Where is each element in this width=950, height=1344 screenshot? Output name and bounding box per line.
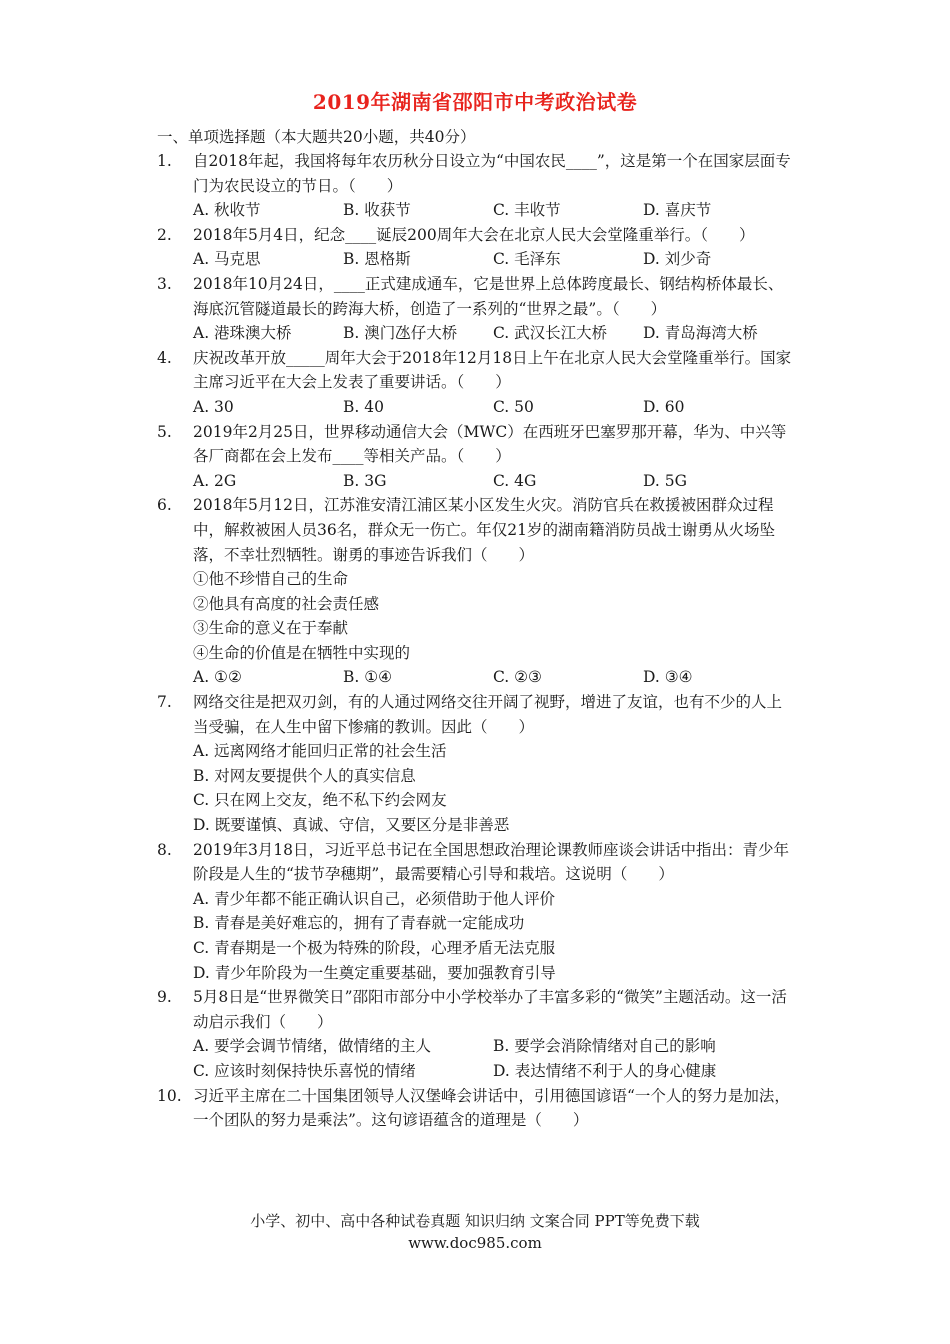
question-number: 7. [157, 693, 172, 712]
option-c: C. 毛泽东 [493, 250, 561, 269]
option-a: A. 马克思 [193, 250, 261, 269]
statement-3: ③生命的意义在于奉献 [193, 619, 349, 638]
statement-2: ②他具有高度的社会责任感 [193, 594, 380, 613]
question-number: 6. [157, 496, 172, 515]
question-stem: 2019年2月25日，世界移动通信大会（MWC）在西班牙巴塞罗那开幕，华为、中兴等各厂商都在会上发布____等相关产品。（ ） [193, 422, 787, 466]
option-a: A. ①② [193, 668, 242, 687]
option-d: D. 既要谨慎、真诚、守信，又要区分是非善恶 [193, 816, 510, 835]
question-8 [157, 838, 797, 986]
question-5 [157, 420, 797, 494]
question-stem: 5月8日是“世界微笑日”邵阳市部分中小学校举办了丰富多彩的“微笑”主题活动。这一活动启示我们（ ） [193, 988, 787, 1031]
question-stem: 2019年3月18日，习近平总书记在全国思想政治理论课教师座谈会讲话中指出：青少年阶段是人生的“拔节孕穗期”，最需要精心引导和栽培。这说明（ ） [193, 840, 790, 884]
option-a: A. 远离网络才能回归正常的社会生活 [193, 742, 447, 761]
option-b: B. 3G [343, 471, 387, 490]
question-10 [157, 1084, 797, 1133]
options-row [193, 1059, 797, 1084]
option-b: B. 收获节 [343, 201, 411, 220]
question-4 [157, 346, 797, 420]
option-d: D. ③④ [643, 668, 693, 687]
option-a: A. 港珠澳大桥 [193, 324, 292, 343]
options-row [193, 1034, 797, 1059]
options-row [193, 321, 797, 346]
options-row [193, 665, 797, 690]
section-header: 一、单项选择题（本大题共20小题，共40分） [157, 128, 476, 146]
option-a: A. 秋收节 [193, 201, 261, 220]
question-3 [157, 272, 797, 346]
question-1 [157, 149, 797, 223]
options-row [193, 247, 797, 272]
question-number: 2. [157, 225, 172, 244]
question-stem: 2018年5月4日，纪念____诞辰200周年大会在北京人民大会堂隆重举行。（ ） [193, 225, 755, 244]
page-footer [0, 1210, 950, 1254]
option-c: C. 只在网上交友，绝不私下约会网友 [193, 791, 447, 810]
question-number: 3. [157, 274, 172, 293]
options-row [193, 198, 797, 223]
option-c: C. 4G [493, 471, 537, 490]
option-b: B. 澳门氹仔大桥 [343, 324, 458, 343]
options-row [193, 469, 797, 494]
question-7 [157, 690, 797, 838]
statement-1: ①他不珍惜自己的生命 [193, 570, 349, 589]
option-d: D. 青岛海湾大桥 [643, 324, 758, 343]
question-stem: 庆祝改革开放_____周年大会于2018年12月18日上午在北京人民大会堂隆重举行。国家主席习近平在大会上发表了重要讲话。（ ） [193, 348, 792, 392]
question-number: 8. [157, 840, 172, 859]
question-number: 4. [157, 348, 172, 367]
option-c: C. 50 [493, 397, 534, 416]
option-d: D. 青少年阶段为一生奠定重要基础，要加强教育引导 [193, 963, 556, 982]
option-d: D. 5G [643, 471, 687, 490]
option-d: D. 表达情绪不利于人的身心健康 [493, 1061, 717, 1080]
question-stem: 自2018年起，我国将每年农历秋分日设立为“中国农民____”，这是第一个在国家层面专门为农民设立的节日。（ ） [193, 152, 791, 195]
question-6 [157, 493, 797, 690]
question-stem: 习近平主席在二十国集团领导人汉堡峰会讲话中，引用德国谚语“一个人的努力是加法，一个团队的努力是乘法”。这句谚语蕴含的道理是（ ） [193, 1086, 790, 1130]
option-c: C. ②③ [493, 668, 542, 687]
question-list [157, 149, 797, 1133]
option-c: C. 武汉长江大桥 [493, 324, 608, 343]
question-stem: 2018年10月24日，____正式建成通车，它是世界上总体跨度最长、钢结构桥体最长、海底沉管隧道最长的跨海大桥，创造了一系列的“世界之最”。（ ） [193, 274, 784, 318]
option-a: A. 30 [193, 397, 234, 416]
option-b: B. 对网友要提供个人的真实信息 [193, 766, 416, 785]
question-number: 1. [157, 152, 172, 170]
option-b: B. 恩格斯 [343, 250, 411, 269]
footer-website: www.doc985.com [408, 1234, 542, 1252]
page-title: 2019年湖南省邵阳市中考政治试卷 [312, 90, 638, 114]
option-d: D. 喜庆节 [643, 201, 712, 220]
question-stem: 网络交往是把双刃剑，有的人通过网络交往开阔了视野，增进了友谊，也有不少的人上当受骗，在人生中留下惨痛的教训。因此（ ） [193, 693, 783, 736]
option-c: C. 丰收节 [493, 201, 561, 220]
option-b: B. ①④ [343, 668, 393, 687]
question-number: 10. [157, 1086, 182, 1105]
question-number: 9. [157, 988, 172, 1007]
question-stem: 2018年5月12日，江苏淮安清江浦区某小区发生火灾。消防官兵在救援被困群众过程中，解救被困人员36名，群众无一伤亡。年仅21岁的湖南籍消防员战士谢勇从火场坠落，不幸壮烈牺牲。谢勇的事迹告诉我们（ ） [193, 496, 775, 564]
question-number: 5. [157, 422, 172, 441]
option-c: C. 青春期是一个极为特殊的阶段，心理矛盾无法克服 [193, 939, 556, 957]
option-a: A. 要学会调节情绪，做情绪的主人 [193, 1037, 432, 1056]
option-c: C. 应该时刻保持快乐喜悦的情绪 [193, 1061, 416, 1080]
option-b: B. 青春是美好难忘的，拥有了青春就一定能成功 [193, 914, 525, 933]
statement-4: ④生命的价值是在牺牲中实现的 [193, 643, 411, 662]
option-a: A. 青少年都不能正确认识自己，必须借助于他人评价 [193, 889, 556, 908]
option-a: A. 2G [193, 471, 237, 490]
option-b: B. 要学会消除情绪对自己的影响 [493, 1037, 716, 1056]
options-row [193, 395, 797, 420]
option-d: D. 60 [643, 397, 685, 416]
option-d: D. 刘少奇 [643, 250, 712, 269]
footer-promo-text: 小学、初中、高中各种试卷真题 知识归纳 文案合同 PPT等免费下载 [250, 1212, 700, 1230]
question-9 [157, 985, 797, 1083]
question-2 [157, 223, 797, 272]
option-b: B. 40 [343, 397, 384, 416]
